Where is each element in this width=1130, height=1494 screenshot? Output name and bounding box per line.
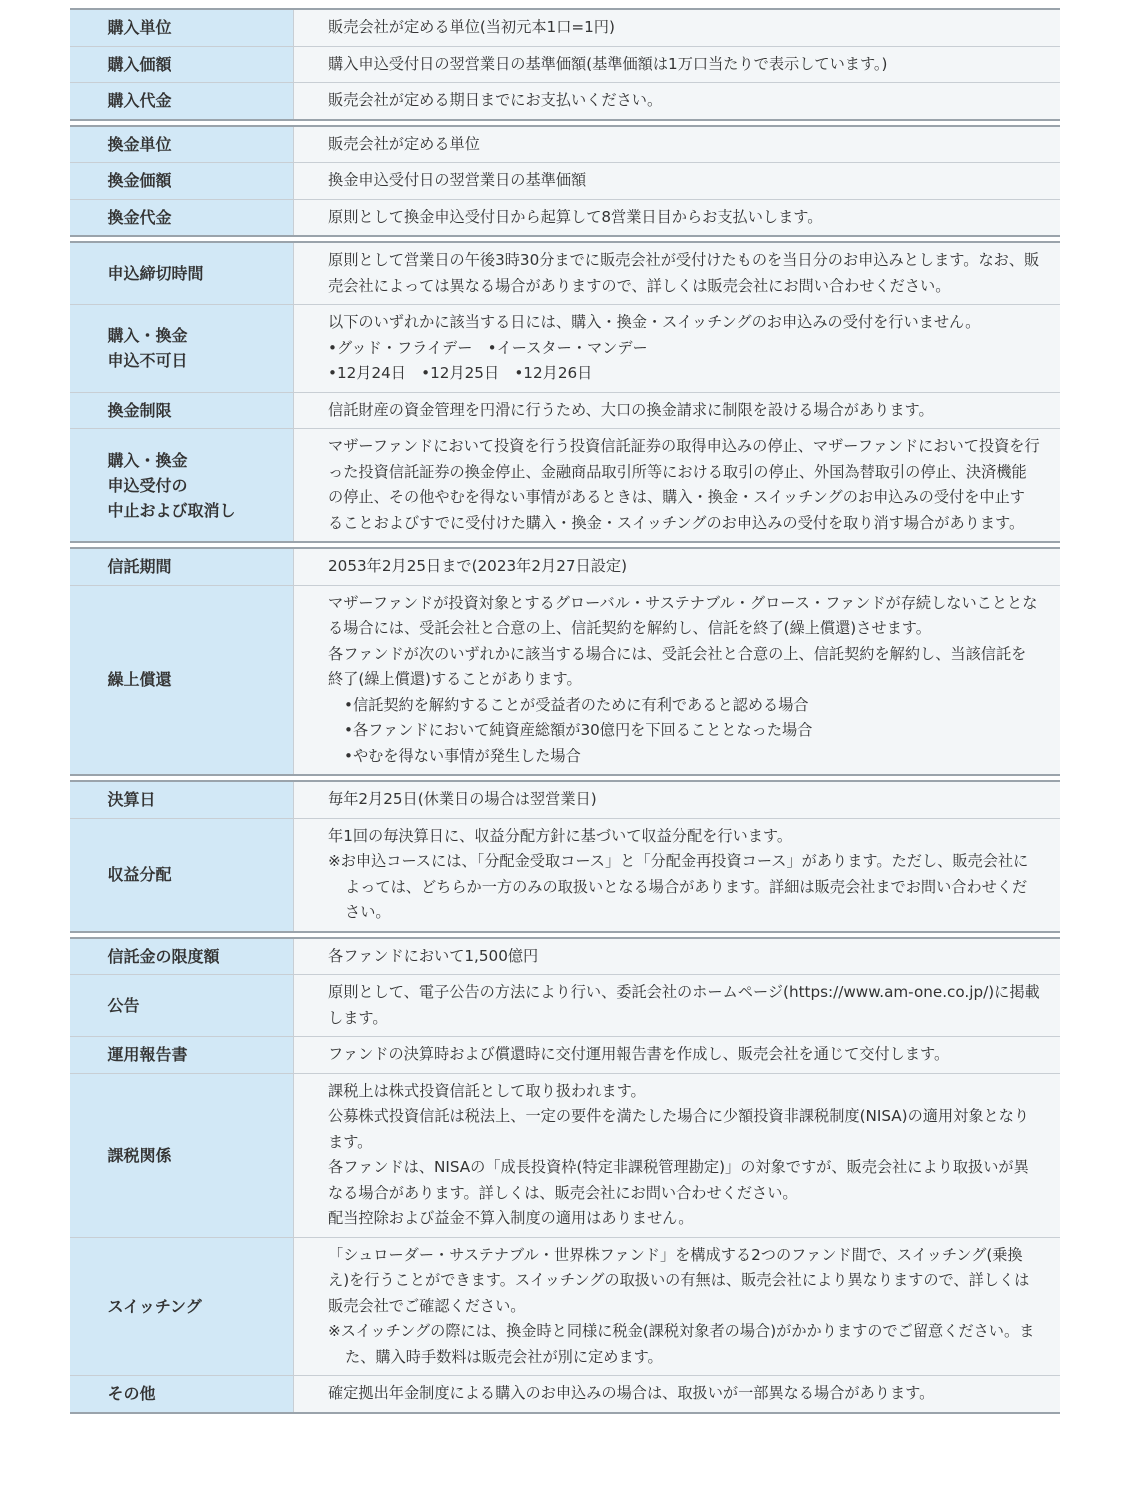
row-label-text: 換金制限 (107, 400, 172, 420)
row-value (294, 586, 1060, 775)
value-bullet: •各ファンドにおいて純資産総額が30億円を下回ることとなった場合 (344, 721, 813, 739)
value-paragraph: マザーファンドが投資対象とするグローバル・サステナブル・グロース・ファンドが存続しないこととなる場合には、受託会社と合意の上、信託契約を解約し、信託を終了(繰上償還)させます。 (328, 593, 1038, 637)
table-row (70, 243, 1060, 304)
row-value (294, 1376, 1060, 1412)
row-label-text: 購入・換金 (107, 450, 188, 470)
row-value (294, 819, 1060, 931)
row-label (70, 429, 294, 541)
row-label-line (108, 348, 256, 373)
row-label-lines (108, 52, 256, 77)
row-label-line (108, 1143, 256, 1168)
row-label-line (108, 944, 256, 969)
value-paragraph: 各ファンドは、NISAの「成長投資枠(特定非課税管理勘定)」の対象ですが、販売会社により取扱いが異なる場合があります。詳しくは、販売会社にお問い合わせください。 (328, 1158, 1029, 1202)
row-label-line (108, 667, 256, 692)
row-value (294, 127, 1060, 163)
row-label (70, 1074, 294, 1237)
row-value (294, 243, 1060, 304)
row-label (70, 939, 294, 975)
row-label-text: 運用報告書 (107, 1045, 188, 1065)
value-paragraph: 課税上は株式投資信託として取り扱われます。 (328, 1081, 646, 1100)
row-value (294, 1037, 1060, 1073)
row-label-text: 申込締切時間 (107, 264, 204, 283)
row-label-lines (108, 1294, 256, 1319)
row-label-line (108, 261, 256, 286)
table-row (70, 127, 1060, 163)
row-label-text: 申込不可日 (107, 351, 188, 371)
row-label-text: 申込受付の (107, 475, 188, 495)
row-value (294, 47, 1060, 83)
table-row (70, 1375, 1060, 1412)
row-value (294, 782, 1060, 818)
row-label (70, 305, 294, 392)
value-paragraph: 各ファンドが次のいずれかに該当する場合には、受託会社と合意の上、信託契約を解約し、当該信託を終了(繰上償還)することがあります。 (328, 644, 1027, 688)
row-value (294, 1238, 1060, 1376)
row-label (70, 200, 294, 236)
row-label-lines (108, 205, 256, 230)
table-row (70, 10, 1060, 46)
value-paragraph: マザーファンドにおいて投資を行う投資信託証券の取得申込みの停止、マザーファンドにおいて投資を行った投資信託証券の換金停止、金融商品取引所等における取引の停止、外国為替取引の停止、決済機能の停止、その他やむを得ない事情があるときは、購入・換金・スイッチングのお申込みの受付を中止することおよびすでに受付けた購入・換金・スイッチングのお申込みの受付を取り消す場合があります。 (328, 437, 1040, 532)
row-label-line (108, 862, 256, 887)
value-paragraph: 確定拠出年金制度による購入のお申込みの場合は、取扱いが一部異なる場合があります。 (328, 1384, 935, 1402)
row-label (70, 1376, 294, 1412)
row-label-text: 購入単位 (107, 18, 172, 38)
row-label-lines (108, 1042, 256, 1067)
row-label-text: 信託金の限度額 (107, 946, 220, 966)
row-label-text: 購入代金 (107, 91, 172, 111)
table-row (70, 818, 1060, 931)
row-label-lines (108, 944, 256, 969)
row-label (70, 819, 294, 931)
value-paragraph: 販売会社が定める期日までにお支払いください。 (328, 91, 663, 109)
row-value (294, 1074, 1060, 1237)
row-label-lines (108, 168, 256, 193)
table-section (70, 125, 1060, 238)
table-row (70, 392, 1060, 429)
value-paragraph: ファンドの決算時および償還時に交付運用報告書を作成し、販売会社を通じて交付します。 (328, 1045, 950, 1063)
row-label-text: 換金代金 (107, 207, 172, 227)
row-label-line (108, 1381, 256, 1406)
table-row (70, 1237, 1060, 1376)
row-value (294, 200, 1060, 236)
row-label-line (108, 993, 256, 1018)
row-label-lines (108, 667, 256, 692)
value-paragraph: 販売会社が定める単位(当初元本1口=1円) (328, 18, 615, 36)
row-label-lines (108, 15, 256, 40)
value-bullet: •信託契約を解約することが受益者のために有利であると認める場合 (344, 695, 809, 714)
table-row (70, 1073, 1060, 1237)
value-paragraph: 販売会社が定める単位 (328, 134, 480, 153)
row-value (294, 549, 1060, 585)
row-value (294, 939, 1060, 975)
value-paragraph: 配当控除および益金不算入制度の適用はありません。 (328, 1209, 694, 1227)
row-label-lines (108, 1381, 256, 1406)
value-paragraph: 信託財産の資金管理を円滑に行うため、大口の換金請求に制限を設ける場合があります。 (328, 400, 934, 419)
row-label-line (108, 1294, 256, 1319)
table-row (70, 549, 1060, 585)
table-row (70, 304, 1060, 392)
row-label-lines (108, 1143, 256, 1168)
row-label-line (108, 168, 256, 193)
row-label-lines (108, 132, 256, 157)
value-paragraph: 原則として換金申込受付日から起算して8営業日目からお支払いします。 (328, 207, 823, 226)
row-value (294, 305, 1060, 392)
table-section (70, 8, 1060, 121)
value-paragraph: 公募株式投資信託は税法上、一定の要件を満たした場合に少額投資非課税制度(NISA)の適用対象となります。 (328, 1107, 1030, 1151)
row-label (70, 393, 294, 429)
row-label-line (108, 132, 256, 157)
row-label-text: 信託期間 (107, 557, 172, 577)
value-note: ※スイッチングの際には、換金時と同様に税金(課税対象者の場合)がかかりますのでご留意ください。また、購入時手数料は販売会社が別に定めます。 (328, 1322, 1035, 1366)
value-paragraph: 各ファンドにおいて1,500億円 (328, 946, 539, 965)
row-label (70, 47, 294, 83)
table-row (70, 585, 1060, 775)
row-label-line (108, 554, 256, 579)
value-paragraph: 「シュローダー・サステナブル・世界株ファンド」を構成する2つのファンド間で、スイッチング(乗換え)を行うことができます。スイッチングの取扱いの有無は、販売会社により異なりますので、詳しくは販売会社でご確認ください。 (328, 1245, 1030, 1315)
row-value (294, 429, 1060, 541)
row-label (70, 782, 294, 818)
row-label-line (108, 88, 256, 113)
row-label-text: 換金単位 (107, 134, 172, 154)
row-label-line (108, 15, 256, 40)
row-label-line (108, 323, 256, 348)
row-label-line (108, 787, 256, 812)
row-label-text: 収益分配 (107, 865, 172, 884)
value-bullet: •やむを得ない事情が発生した場合 (344, 746, 581, 765)
table-row (70, 46, 1060, 83)
row-label-text: スイッチング (107, 1296, 202, 1316)
row-label-lines (108, 993, 256, 1018)
row-label (70, 975, 294, 1036)
table-section (70, 937, 1060, 1414)
table-row (70, 1036, 1060, 1073)
row-value (294, 975, 1060, 1036)
row-label (70, 163, 294, 199)
row-label-line (108, 398, 256, 423)
row-label-text: その他 (107, 1384, 156, 1404)
row-label (70, 10, 294, 46)
value-paragraph: 2053年2月25日まで(2023年2月27日設定) (328, 557, 628, 575)
row-label-text: 繰上償還 (107, 670, 172, 690)
row-label-line (108, 448, 256, 473)
row-label (70, 243, 294, 304)
row-label (70, 1037, 294, 1073)
row-label-line (108, 52, 256, 77)
value-paragraph: 原則として営業日の午後3時30分までに販売会社が受付けたものを当日分のお申込みとします。なお、販売会社によっては異なる場合がありますので、詳しくは販売会社にお問い合わせください。 (328, 251, 1040, 295)
row-label-text: 公告 (107, 996, 140, 1015)
table-row (70, 428, 1060, 541)
row-label (70, 83, 294, 119)
row-label-line (108, 498, 256, 523)
row-label-lines (108, 398, 256, 423)
row-label-lines (108, 323, 256, 373)
row-value (294, 393, 1060, 429)
table-row (70, 782, 1060, 818)
table-row (70, 939, 1060, 975)
value-paragraph: 購入申込受付日の翌営業日の基準価額(基準価額は1万口当たりで表示しています。) (328, 54, 888, 73)
table-row (70, 162, 1060, 199)
value-paragraph: 以下のいずれかに該当する日には、購入・換金・スイッチングのお申込みの受付を行いません。 (328, 313, 981, 331)
row-label-text: 中止および取消し (107, 500, 236, 520)
table-section (70, 547, 1060, 776)
row-label-text: 換金価額 (107, 171, 172, 191)
row-label-text: 購入・換金 (107, 326, 188, 346)
value-paragraph: 毎年2月25日(休業日の場合は翌営業日) (328, 790, 597, 808)
row-label (70, 127, 294, 163)
row-label-text: 購入価額 (107, 54, 172, 74)
table-section (70, 241, 1060, 543)
fund-terms-table (70, 8, 1060, 1418)
row-label-lines (108, 261, 256, 286)
value-paragraph: 原則として、電子公告の方法により行い、委託会社のホームページ(https://www.am-one.co.jp/)に掲載します。 (328, 983, 1040, 1027)
row-label-text: 課税関係 (107, 1145, 172, 1165)
row-label-lines (108, 448, 256, 523)
value-note: ※お申込コースには、「分配金受取コース」と「分配金再投資コース」があります。ただし、販売会社によっては、どちらか一方のみの取扱いとなる場合があります。詳細は販売会社までお問い合わせください。 (328, 852, 1029, 921)
row-value (294, 10, 1060, 46)
row-label-line (108, 205, 256, 230)
row-label-lines (108, 88, 256, 113)
row-label (70, 1238, 294, 1376)
row-value (294, 83, 1060, 119)
row-value (294, 163, 1060, 199)
table-row (70, 974, 1060, 1036)
table-row (70, 199, 1060, 236)
value-paragraph: •12月24日 •12月25日 •12月26日 (328, 364, 593, 382)
table-row (70, 82, 1060, 119)
row-label (70, 586, 294, 775)
row-label-line (108, 1042, 256, 1067)
table-section (70, 780, 1060, 933)
value-paragraph: 年1回の毎決算日に、収益分配方針に基づいて収益分配を行います。 (328, 826, 793, 845)
row-label-lines (108, 862, 256, 887)
value-paragraph: 換金申込受付日の翌営業日の基準価額 (328, 171, 587, 189)
value-paragraph: •グッド・フライデー •イースター・マンデー (328, 338, 648, 357)
row-label-lines (108, 787, 256, 812)
row-label-lines (108, 554, 256, 579)
row-label-text: 決算日 (107, 790, 156, 810)
row-label (70, 549, 294, 585)
row-label-line (108, 473, 256, 498)
